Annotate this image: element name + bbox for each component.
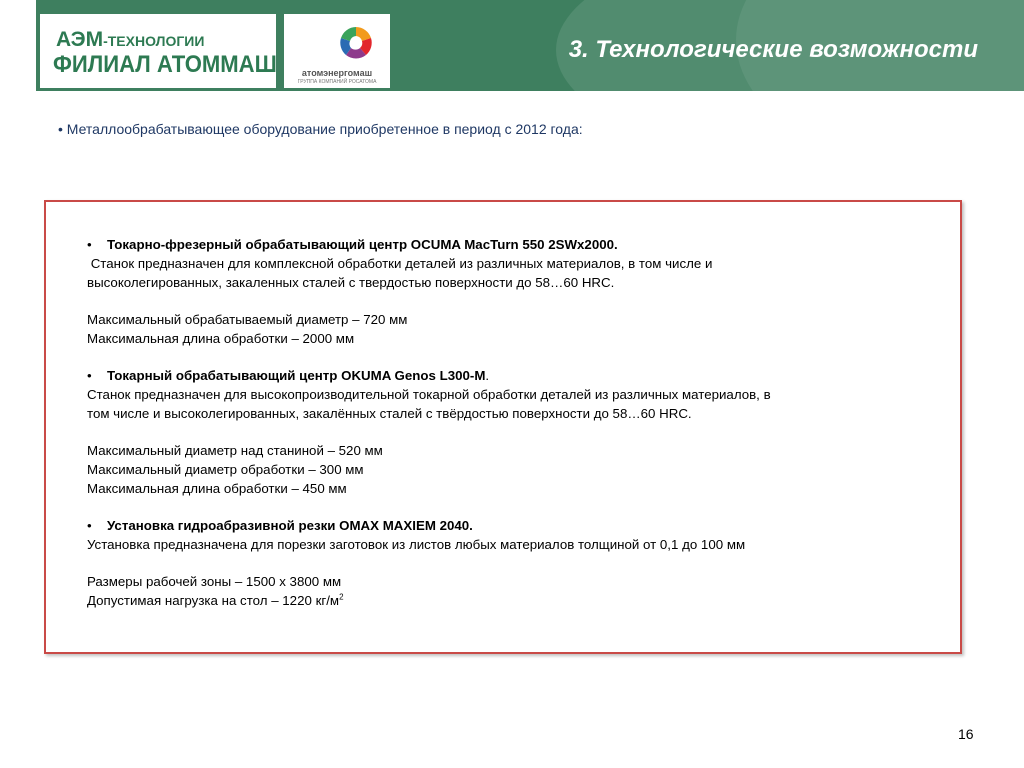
slide-title: 3. Технологические возможности xyxy=(568,36,978,63)
equipment-spec: Допустимая нагрузка на стол – 1220 $кг/м^2$ xyxy=(87,592,344,608)
intro-text: • Металлообрабатывающее оборудование приобретенное в период с 2012 года: xyxy=(58,121,583,137)
equipment-spec: Размеры рабочей зоны – 1500 х 3800 мм xyxy=(87,574,342,589)
atomenergomash-icon xyxy=(336,23,376,63)
atomenergomash-subtitle: ГРУППА КОМПАНИЙ РОСАТОМА xyxy=(297,79,377,85)
equipment-spec: Максимальный диаметр обработки – 300 мм xyxy=(87,462,364,477)
slide-header xyxy=(36,0,1024,91)
equipment-item-title: • Токарно-фрезерный обрабатывающий центр OCUMA MacTurn 550 2SWx2000. xyxy=(87,237,618,252)
equipment-item-title: • Токарный обрабатывающий центр OKUMA Genos L300-M. xyxy=(87,368,490,383)
equipment-spec: Максимальная длина обработки – 450 мм xyxy=(87,481,347,496)
filial-logo-text: ФИЛИАЛ АТОММАШ xyxy=(53,51,277,78)
equipment-description: высоколегированных, закаленных сталей с твердостью поверхности до 58…60 HRC. xyxy=(87,275,615,290)
equipment-spec: Максимальный диаметр над станиной – 520 мм xyxy=(87,443,383,458)
equipment-description: Станок предназначен для комплексной обработки деталей из различных материалов, в том числе и xyxy=(87,256,713,271)
atomenergomash-name: атомэнергомаш xyxy=(301,68,373,78)
equipment-list xyxy=(87,235,917,610)
equipment-description: том числе и высоколегированных, закалённых сталей с твёрдостью поверхности до 58…60 HRC. xyxy=(87,406,692,421)
page-number: 16 xyxy=(958,726,974,742)
equipment-spec: Максимальная длина обработки – 2000 мм xyxy=(87,331,355,346)
aem-logo-text: АЭМ-ТЕХНОЛОГИИ xyxy=(56,28,205,51)
equipment-description: Станок предназначен для высокопроизводительной токарной обработки деталей из различных материалов, в xyxy=(87,387,771,402)
equipment-spec: Максимальный обрабатываемый диаметр – 720 мм xyxy=(87,312,408,327)
equipment-item-title: • Установка гидроабразивной резки OMAX MAXIEM 2040. xyxy=(87,518,473,533)
equipment-description: Установка предназначена для порезки заготовок из листов любых материалов толщиной от 0,1 до 100 мм xyxy=(87,537,746,552)
